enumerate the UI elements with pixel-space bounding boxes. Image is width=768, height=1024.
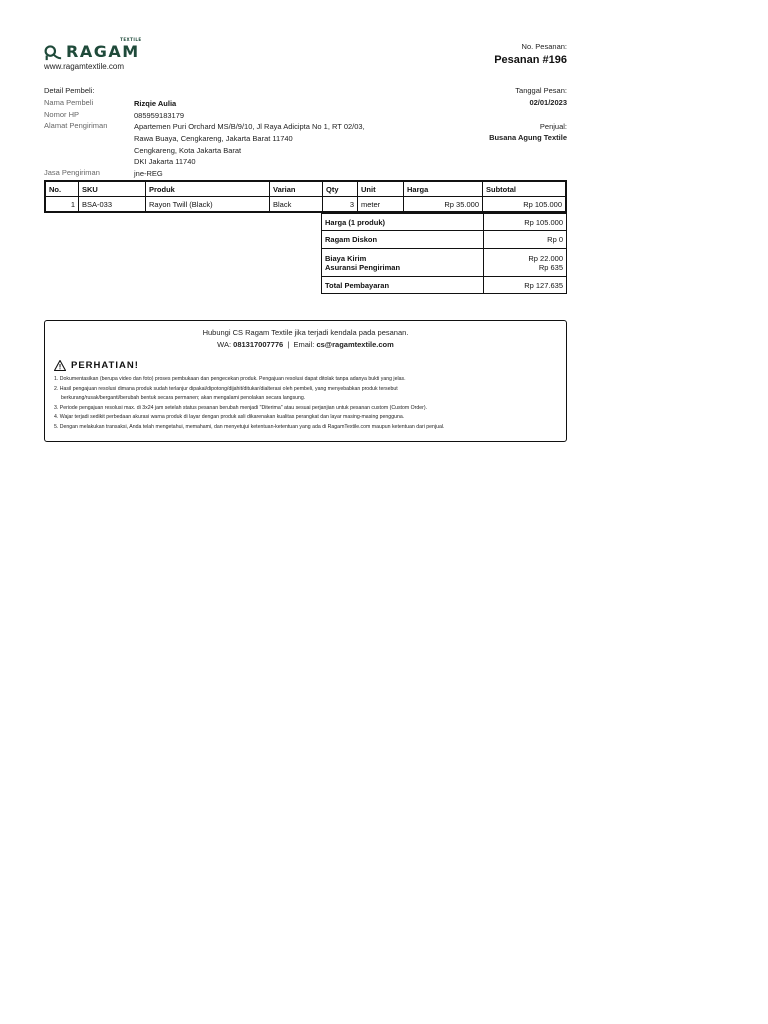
order-number: Pesanan #196 xyxy=(494,54,567,66)
summary-shipping-label: Biaya Kirim xyxy=(325,253,367,263)
buyer-address-label: Alamat Pengiriman xyxy=(44,121,108,130)
ragam-logo-icon xyxy=(44,43,62,61)
buyer-phone-label: Nomor HP xyxy=(44,110,80,119)
contact-line: Hubungi CS Ragam Textile jika terjadi kendala pada pesanan. xyxy=(202,328,409,337)
cell-qty: 3 xyxy=(323,197,358,212)
wa-label: WA: xyxy=(217,340,232,349)
cell-subtotal: Rp 105.000 xyxy=(483,197,566,212)
address-line: Rawa Buaya, Cengkareng, Jakarta Barat 11740 xyxy=(134,133,293,143)
summary-insurance-label: Asuransi Pengiriman xyxy=(325,262,401,272)
buyer-name: Rizqie Aulia xyxy=(134,99,177,108)
brand-name-text: RAGAM xyxy=(66,42,140,61)
address-line: DKI Jakarta 11740 xyxy=(134,157,196,167)
terms-list xyxy=(54,375,559,432)
summary-shipping-cost: Rp 22.000 xyxy=(528,253,563,263)
attention-heading xyxy=(54,360,139,371)
contact-separator: | xyxy=(287,340,290,349)
col-header-no: No. xyxy=(46,182,79,197)
col-header-subtotal: Subtotal xyxy=(483,182,566,197)
website-link[interactable]: www.ragamtextile.com xyxy=(44,62,125,71)
wa-number[interactable]: 081317007776 xyxy=(233,340,284,349)
col-header-price: Harga xyxy=(404,182,483,197)
address-line: Cengkareng, Kota Jakarta Barat xyxy=(134,145,242,155)
list-item: 5. Dengan melakukan transaksi, Anda telah mengetahui, memahami, dan menyetujui ketentuan-ketentuan yang ada di RagamTextile.com maupun ketentuan dari penjual. xyxy=(54,423,445,430)
list-item: 1. Dokumentasikan (berupa video dan foto) proses pembukaan dan pengecekan produk. Pengajuan resolusi dapat ditolak tanpa adanya bukti yang jelas. xyxy=(54,376,406,382)
cell-price: Rp 35.000 xyxy=(404,197,483,212)
invoice-page xyxy=(44,37,567,430)
shipping-service: jne-REG xyxy=(134,169,163,178)
cell-product: Rayon Twill (Black) xyxy=(146,197,270,212)
summary-total: Rp 127.635 xyxy=(484,277,567,294)
invoice-header xyxy=(44,37,567,86)
items-table-wrapper xyxy=(44,180,567,213)
shipping-service-label: Jasa Pengiriman xyxy=(44,168,100,177)
summary-shipping-insurance-labels xyxy=(322,249,484,277)
col-header-variant: Varian xyxy=(270,182,323,197)
brand-logo xyxy=(44,37,142,61)
items-table xyxy=(45,181,566,212)
summary-price-label: Harga (1 produk) xyxy=(322,214,484,231)
cell-unit: meter xyxy=(358,197,404,212)
table-row xyxy=(46,197,566,212)
summary-row xyxy=(322,249,567,277)
cell-no: 1 xyxy=(46,197,79,212)
summary-row xyxy=(322,231,567,249)
buyer-address xyxy=(134,121,394,168)
seller-label: Penjual: xyxy=(539,122,567,131)
order-date-label: Tanggal Pesan: xyxy=(515,86,567,95)
email-label: Email: xyxy=(293,340,315,349)
list-item: 3. Periode pengajuan resolusi max. di 3x24 jam setelah status pesanan berubah menjadi "Diterima" atau sesuai perjanjian untuk pesanan custom (Custom Order). xyxy=(54,404,428,411)
address-line: Apartemen Puri Orchard MS/B/9/10, Jl Raya Adicipta No 1, RT 02/03, xyxy=(134,122,365,131)
col-header-unit: Unit xyxy=(358,182,404,197)
list-item: berkurang/rusak/berganti/berubah bentuk secara permanen; akan mengalami penolakan secara langsung. xyxy=(61,395,306,401)
list-item: 2. Hasil pengajuan resolusi dimana produk sudah terlanjur dipakai/dipotong/dijahit/ditukar/dialterasi oleh pembeli, yang menyebabkan produk tersebut xyxy=(54,385,398,392)
summary-table xyxy=(321,213,567,294)
cell-sku: BSA-033 xyxy=(79,197,146,212)
col-header-sku: SKU xyxy=(79,182,146,197)
attention-title: PERHATIAN! xyxy=(71,360,139,371)
warning-triangle-icon xyxy=(54,360,66,371)
order-number-label: No. Pesanan: xyxy=(521,42,567,51)
summary-insurance: Rp 635 xyxy=(538,262,563,272)
email-link[interactable]: cs@ragamtextile.com xyxy=(316,340,394,349)
summary-shipping-insurance-values xyxy=(484,249,567,277)
summary-discount: Rp 0 xyxy=(484,231,567,249)
summary-total-label: Total Pembayaran xyxy=(322,277,484,294)
summary-row xyxy=(322,277,567,294)
brand-name xyxy=(66,37,142,61)
contact-details xyxy=(45,340,566,349)
summary-discount-label: Ragam Diskon xyxy=(322,231,484,249)
brand-small-text: TEXTILE xyxy=(120,37,142,42)
summary-area xyxy=(44,213,567,295)
summary-price: Rp 105.000 xyxy=(484,214,567,231)
seller-name: Busana Agung Textile xyxy=(489,133,567,142)
summary-row xyxy=(322,214,567,231)
notice-box xyxy=(44,320,567,442)
cell-variant: Black xyxy=(270,197,323,212)
list-item: 4. Wajar terjadi sedikit perbedaan akurasi warna produk di layar dengan produk asli dikarenakan kualitas perangkat dan layar masing-masing pengguna. xyxy=(54,414,405,420)
col-header-qty: Qty xyxy=(323,182,358,197)
items-table-header xyxy=(46,182,566,197)
buyer-phone: 085959183179 xyxy=(134,111,185,120)
col-header-product: Produk xyxy=(146,182,270,197)
order-date: 02/01/2023 xyxy=(529,98,567,107)
buyer-section-title: Detail Pembeli: xyxy=(44,86,95,95)
buyer-name-label: Nama Pembeli xyxy=(44,98,94,107)
buyer-details xyxy=(44,86,567,180)
